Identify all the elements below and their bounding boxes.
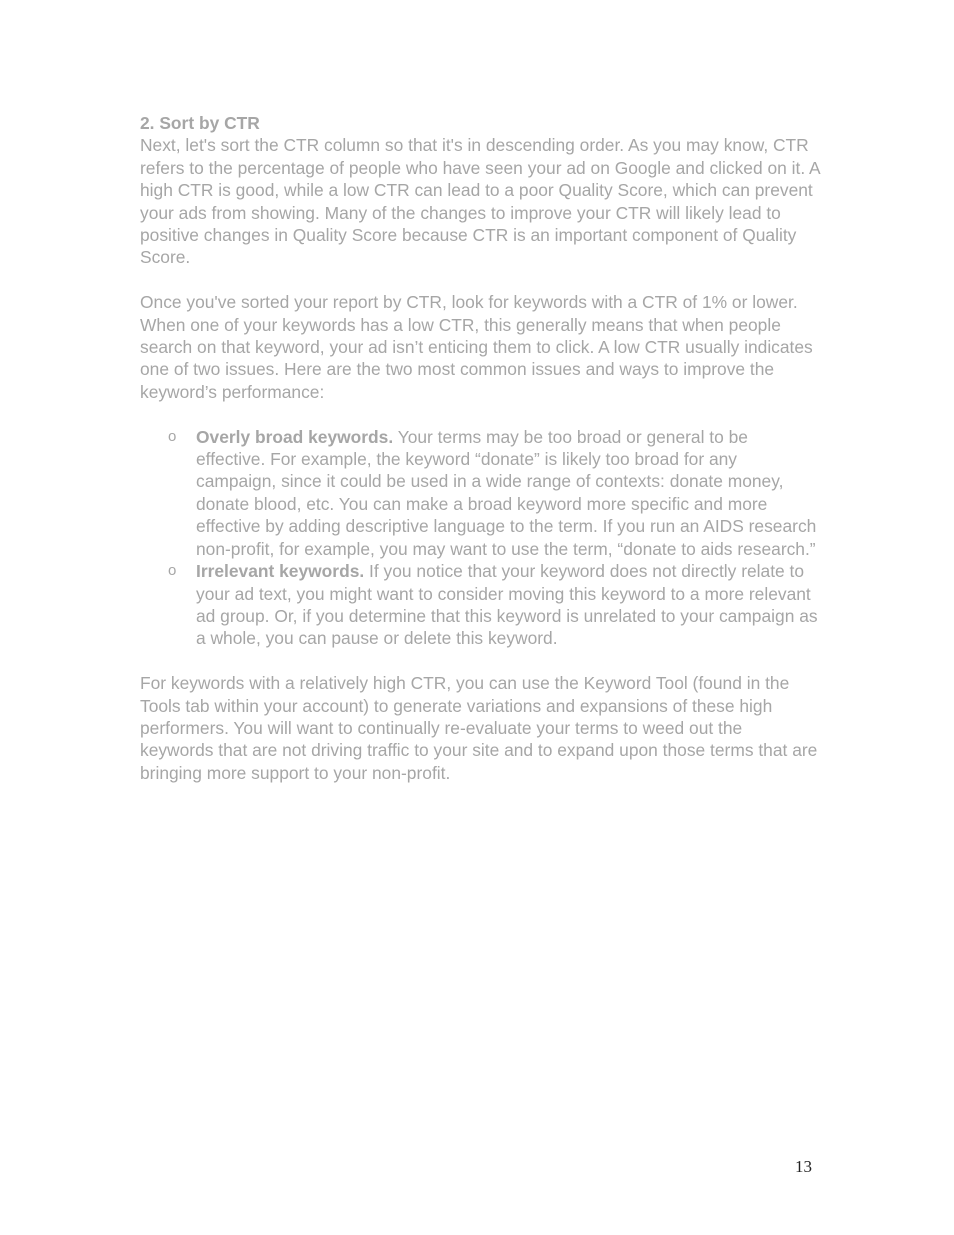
- body-paragraph-2: Once you've sorted your report by CTR, look for keywords with a CTR of 1% or lower. When one of your keywords has a low CTR, this generally means that when people search on that keyword, your ad isn’t enticing them to click. A low CTR usually indicates one of two issues. Here are the two most common issues and ways to improve the keyword’s performance:: [140, 292, 813, 402]
- list-item-text: Your terms may be too broad or general to be effective. For example, the keyword “donate” is likely too broad for any campaign, since it could be used in a wide range of contexts: donate money, donate blood, etc. You can make a broad keyword more specific and more effective by adding descriptive language to the term. If you run an AIDS research non-profit, for example, you may want to use the term, “donate to aids research.”: [196, 426, 817, 559]
- list-item-title: Overly broad keywords.: [196, 426, 394, 447]
- hollow-bullet-icon: o: [168, 562, 177, 580]
- intro-paragraph: Next, let's sort the CTR column so that it's in descending order. As you may know, CTR refers to the percentage of people who have seen your ad on Google and clicked on it. A high CTR is good, while a low CTR can lead to a poor Quality Score, which can prevent your ads from showing. Many of the changes to improve your CTR will likely lead to positive changes in Quality Score because CTR is an important component of Quality Score.: [140, 135, 820, 268]
- list-item: [140, 426, 820, 560]
- list-item-title: Irrelevant keywords.: [196, 561, 365, 582]
- list-item: [140, 560, 820, 650]
- body-paragraph-3: For keywords with a relatively high CTR, you can use the Keyword Tool (found in the Tools tab within your account) to generate variations and expansions of these high performers. You will want to continually re-evaluate your terms to weed out the keywords that are not driving traffic to your site and to expand upon those terms that are bringing more support to your non-profit.: [140, 673, 818, 783]
- document-body: [140, 112, 820, 784]
- hollow-bullet-icon: o: [168, 427, 177, 445]
- list-item-text: If you notice that your keyword does not directly relate to your ad text, you might want to consider moving this keyword to a more relevant ad group. Or, if you determine that this keyword is unrelated to your campaign as a whole, you can pause or delete this keyword.: [196, 561, 818, 649]
- section-heading: 2. Sort by CTR: [140, 113, 260, 133]
- page-number: 13: [795, 1157, 812, 1176]
- issues-list: [140, 426, 820, 650]
